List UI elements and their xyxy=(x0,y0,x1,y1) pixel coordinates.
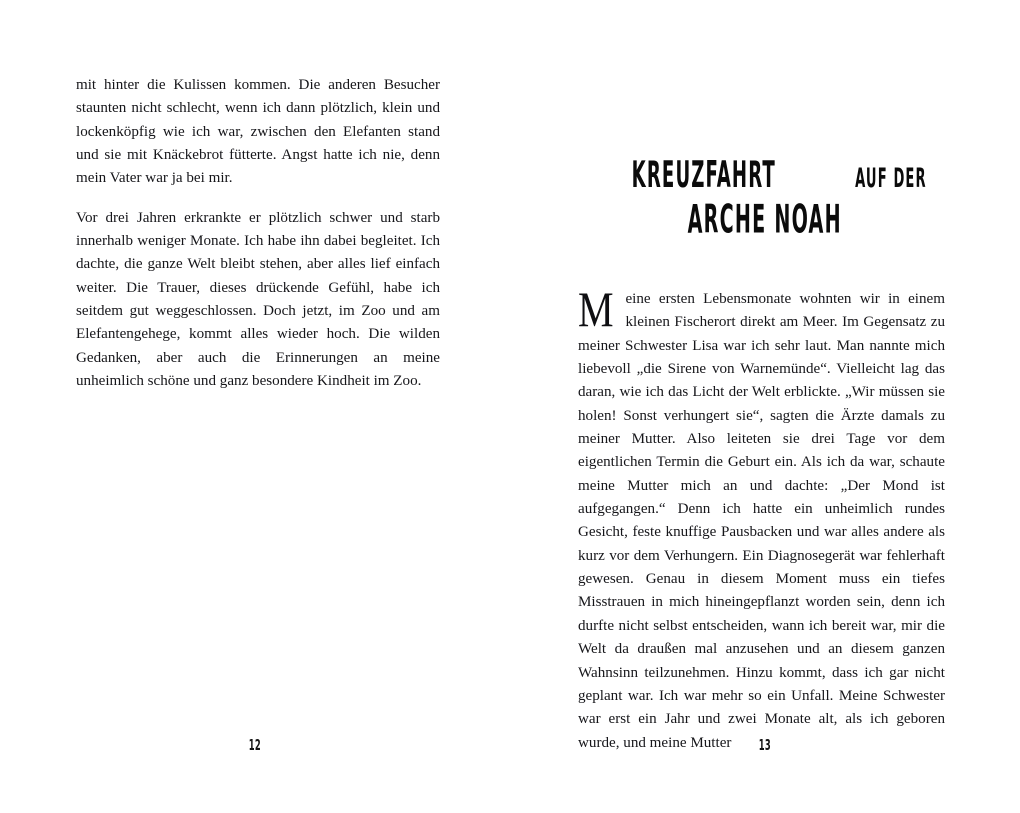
chapter-heading-main-word: KREUZFAHRT xyxy=(631,154,777,197)
right-page-textblock xyxy=(578,281,945,755)
chapter-heading-secondary-words: AUF DER xyxy=(854,163,927,195)
left-paragraph-2: Vor drei Jahren erkrankte er plötzlich schwer und starb innerhalb weniger Monate. Ich habe ihn dabei begleitet. Ich dachte, die ganze Welt bleibt stehen, aber alles lief einfach weiter. Die Trauer, dieses drückende Gefühl, habe ich seitdem gut weggeschlossen. Doch jetzt, im Zoo und am Elefantengehege, kommt alles wieder hoch. Die wilden Gedanken, aber auch die Erinnerungen an meine unheimlich schöne und ganz besondere Kindheit im Zoo. xyxy=(76,209,440,390)
right-paragraph-1 xyxy=(578,281,945,755)
left-paragraph-1: mit hinter die Kulissen kommen. Die anderen Besucher staunten nicht schlecht, wenn ich dann plötzlich, klein und lockenköpfig wie ich war, zwischen den Elefanten stand und sie mit Knäckebrot fütterte. Angst hatte ich nie, denn mein Vater war ja bei mir. xyxy=(76,77,440,187)
page-number-right xyxy=(510,736,1020,754)
chapter-heading xyxy=(510,154,1020,242)
page-number-left-value: 12 xyxy=(248,736,262,754)
left-page-textblock xyxy=(76,74,440,393)
chapter-heading-line-2 xyxy=(510,196,1020,242)
drop-cap: M xyxy=(578,281,614,337)
chapter-heading-line-1 xyxy=(510,154,1020,197)
right-paragraph-1-text: eine ersten Lebensmonate wohnten wir in einem kleinen Fischerort direkt am Meer. Im Gegensatz zu meiner Schwester Lisa war ich sehr laut. Man nannte mich liebevoll „die Sirene von Warnemünde“. Vielleicht lag das daran, wie ich das Licht der Welt erblickte. „Wir müssen sie holen! Sonst verhungert sie“, sagten die Ärzte damals zu meiner Mutter. Also leiteten sie drei Tage vor dem eigentlichen Termin die Geburt ein. Als ich da war, schaute meine Mutter mich an und dachte: „Der Mond ist aufgegangen.“ Denn ich hatte ein unheimlich rundes Gesicht, feste knuffige Pausbacken und war alles andere als kurz vor dem Verhungern. Ein Diagnosegerät war fehlerhaft gewesen. Genau in diesem Moment muss ein tiefes Misstrauen in mich hineingepflanzt worden sein, denn ich durfte nicht selbst entscheiden, wann ich bereit war, mir die Welt da draußen mal anzusehen und an diesem ganzen Wahnsinn teilzunehmen. Hinzu kommt, dass ich gar nicht geplant war. Ich war mehr so ein Unfall. Meine Schwester war erst ein Jahr und zwei Monate alt, als ich geboren wurde, und meine Mutter xyxy=(578,291,945,751)
chapter-heading-second-line-text: ARCHE NOAH xyxy=(687,196,843,242)
page-number-left xyxy=(0,736,510,754)
page-number-right-value: 13 xyxy=(758,736,772,754)
